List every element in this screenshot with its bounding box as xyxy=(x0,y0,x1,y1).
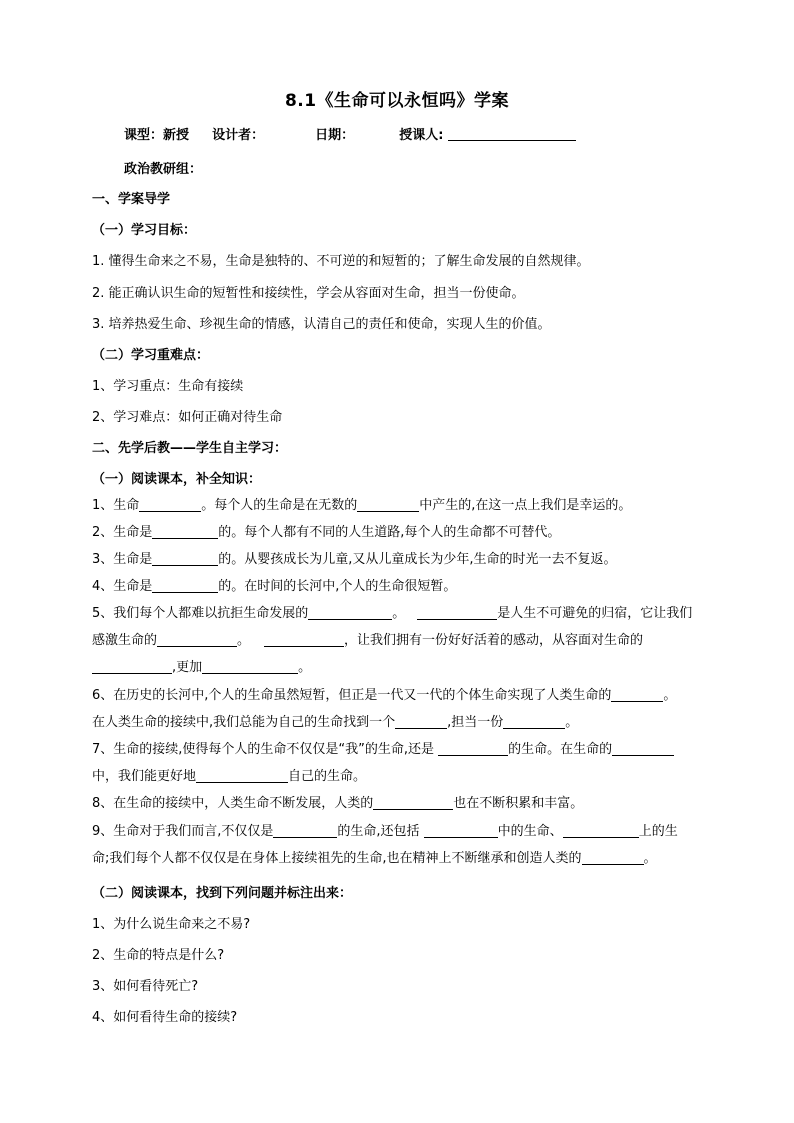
fill-question-6-line2 xyxy=(92,711,578,730)
q5-text-d: 感激生命的 xyxy=(92,633,158,648)
q3-text-a: 3、生命是 xyxy=(92,552,153,567)
key-point: 1、学习重点：生命有接续 xyxy=(92,379,244,394)
q9-text-f: 。 xyxy=(643,851,657,866)
goal-item: 3. 培养热爱生命、珍视生命的情感，认清自己的责任和使命，实现人生的价值。 xyxy=(92,317,551,332)
q2-blank[interactable] xyxy=(152,525,218,539)
goal-item: 1. 懂得生命来之不易，生命是独特的、不可逆的和短暂的；了解生命发展的自然规律。 xyxy=(92,254,590,269)
fill-question-5-line2 xyxy=(92,629,643,648)
q7-text-d: 自己的生命。 xyxy=(288,769,367,784)
q5-blank-3[interactable] xyxy=(157,633,237,647)
fill-question-7-line1 xyxy=(92,738,674,757)
q7-text-c: 中，我们能更好地 xyxy=(92,769,197,784)
q3-blank[interactable] xyxy=(152,552,218,566)
q2-text-b: 的。每个人都有不同的人生道路,每个人的生命都不可替代。 xyxy=(218,525,561,540)
type-label: 课型：新授 xyxy=(124,128,190,143)
q9-blank-1[interactable] xyxy=(273,824,337,838)
q7-blank-3[interactable] xyxy=(196,769,288,783)
fill-question-9-line1 xyxy=(92,820,678,839)
fill-question-3 xyxy=(92,548,617,567)
q5-blank-2[interactable] xyxy=(417,606,497,620)
q8-text-a: 8、在生命的接续中，人类生命不断发展，人类的 xyxy=(92,796,374,811)
page-title: 8.1《生命可以永恒吗》学案 xyxy=(284,91,510,111)
fill-question-5-line1 xyxy=(92,602,692,621)
q6-text-b: 。 xyxy=(663,688,677,703)
q7-blank-1[interactable] xyxy=(438,742,508,756)
section1-heading: 一、学案导学 xyxy=(92,192,171,207)
q8-blank[interactable] xyxy=(373,796,453,810)
q9-text-e: 命;我们每个人都不仅仅是在身体上接续祖先的生命,也在精神上不断继承和创造人类的 xyxy=(92,851,582,866)
q1-blank-1[interactable] xyxy=(139,498,201,512)
q6-text-d: ,担当一份 xyxy=(447,715,504,730)
q9-text-d: 上的生 xyxy=(638,824,678,839)
q5-text-f: ，让我们拥有一份好好活着的感动，从容面对生命的 xyxy=(344,633,644,648)
q5-text-h: 。 xyxy=(298,660,312,675)
goals-heading: （一）学习目标： xyxy=(92,223,197,238)
q1-text-c: 中产生的,在这一点上我们是幸运的。 xyxy=(419,498,632,513)
q4-text-b: 的。在时间的长河中,个人的生命很短暂。 xyxy=(218,579,457,594)
q4-text-a: 4、生命是 xyxy=(92,579,153,594)
q3-text-b: 的。从婴孩成长为儿童,又从儿童成长为少年,生命的时光一去不复返。 xyxy=(218,552,617,567)
q2-text-a: 2、生命是 xyxy=(92,525,153,540)
fill-question-6-line1 xyxy=(92,684,676,703)
q9-text-a: 9、生命对于我们而言,不仅仅是 xyxy=(92,824,274,839)
teacher-label: 授课人: xyxy=(399,128,444,143)
q7-text-a: 7、生命的接续,使得每个人的生命不仅仅是“我”的生命,还是 xyxy=(92,742,439,757)
meta-row xyxy=(124,124,576,143)
fill-question-2 xyxy=(92,521,560,540)
section2-heading: 二、先学后教——学生自主学习： xyxy=(92,441,288,456)
read-heading: （一）阅读课本，补全知识： xyxy=(92,472,262,487)
q6-blank-1[interactable] xyxy=(611,688,663,702)
q9-text-b: 的生命,还包括 xyxy=(337,824,424,839)
q6-text-a: 6、在历史的长河中,个人的生命虽然短暂，但正是一代又一代的个体生命实现了人类生命的 xyxy=(92,688,612,703)
find-question: 2、生命的特点是什么? xyxy=(92,948,225,963)
q1-text-b: 。每个人的生命是在无数的 xyxy=(201,498,358,513)
q5-blank-5[interactable] xyxy=(92,660,172,674)
key-point: 2、学习难点：如何正确对待生命 xyxy=(92,410,283,425)
fill-question-4 xyxy=(92,575,456,594)
q1-blank-2[interactable] xyxy=(357,498,419,512)
date-label: 日期： xyxy=(315,128,355,143)
q1-text-a: 1、生命 xyxy=(92,498,140,513)
q6-blank-3[interactable] xyxy=(503,715,565,729)
q9-blank-3[interactable] xyxy=(563,824,639,838)
q6-text-c: 在人类生命的接续中,我们总能为自己的生命找到一个 xyxy=(92,715,396,730)
find-question: 3、如何看待死亡? xyxy=(92,979,199,994)
fill-question-8 xyxy=(92,792,583,811)
q5-text-g: ,更加 xyxy=(172,660,203,675)
find-question: 1、为什么说生命来之不易? xyxy=(92,917,251,932)
find-heading: （二）阅读课本，找到下列问题并标注出来： xyxy=(92,886,353,901)
q5-blank-4[interactable] xyxy=(264,633,344,647)
fill-question-5-line3 xyxy=(92,656,311,675)
q7-text-b: 的生命。在生命的 xyxy=(508,742,613,757)
key-heading: （二）学习重难点： xyxy=(92,348,210,363)
q5-blank-6[interactable] xyxy=(202,660,298,674)
q5-text-a: 5、我们每个人都难以抗拒生命发展的 xyxy=(92,606,309,621)
fill-question-9-line2 xyxy=(92,847,657,866)
fill-question-7-line2 xyxy=(92,765,366,784)
q9-blank-4[interactable] xyxy=(582,851,644,865)
q8-text-b: 也在不断积累和丰富。 xyxy=(453,796,584,811)
q5-text-b: 。 xyxy=(392,606,406,621)
q9-blank-2[interactable] xyxy=(424,824,498,838)
q6-blank-2[interactable] xyxy=(395,715,447,729)
q7-blank-2[interactable] xyxy=(612,742,674,756)
q5-text-c: 是人生不可避免的归宿，它让我们 xyxy=(497,606,693,621)
find-question: 4、如何看待生命的接续? xyxy=(92,1010,238,1025)
designer-label: 设计者： xyxy=(212,128,265,143)
group-label: 政治教研组： xyxy=(124,162,203,177)
q9-text-c: 中的生命、 xyxy=(497,824,563,839)
teacher-blank[interactable] xyxy=(448,128,576,141)
fill-question-1 xyxy=(92,494,631,513)
q6-text-e: 。 xyxy=(565,715,579,730)
goal-item: 2. 能正确认识生命的短暂性和接续性，学会从容面对生命，担当一份使命。 xyxy=(92,286,525,301)
q5-blank-1[interactable] xyxy=(308,606,392,620)
q5-text-e: 。 xyxy=(237,633,251,648)
q4-blank[interactable] xyxy=(152,579,218,593)
